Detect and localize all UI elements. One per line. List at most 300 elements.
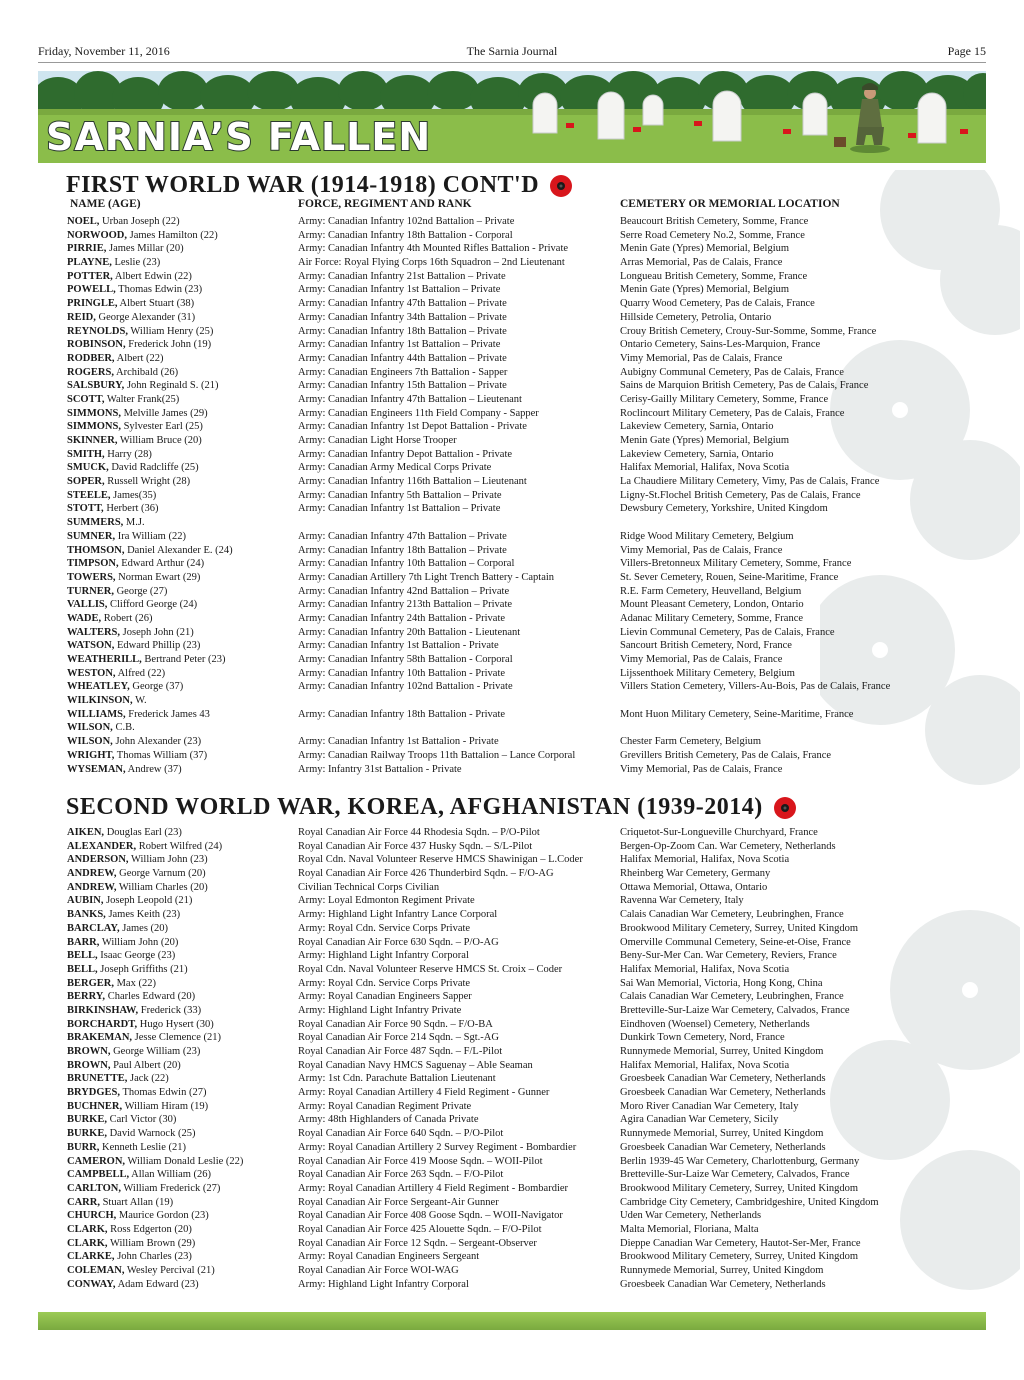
force-rank-cell: Royal Canadian Air Force 90 Sqdn. – F/O-BA	[298, 1018, 493, 1030]
given-name-age: Albert Stuart (38)	[117, 298, 195, 310]
surname: BERGER,	[67, 977, 114, 989]
surname: BIRKINSHAW,	[67, 1004, 139, 1016]
surname: BURR,	[67, 1141, 100, 1153]
given-name-age: Joseph John (21)	[120, 626, 194, 638]
roll-row	[0, 894, 1024, 908]
force-rank-cell: Army: Canadian Infantry 47th Battalion – Private	[298, 530, 507, 542]
roll-row	[0, 908, 1024, 922]
cemetery-cell: Lievin Communal Cemetery, Pas de Calais, France	[620, 626, 835, 638]
given-name-age: Clifford George (24)	[107, 599, 198, 611]
name-cell	[67, 1072, 169, 1086]
roll-row	[0, 352, 1024, 366]
given-name-age: Charles Edward (20)	[105, 991, 196, 1003]
cemetery-cell: Ravenna War Cemetery, Italy	[620, 895, 744, 907]
name-cell	[67, 242, 184, 256]
cemetery-cell: Bretteville-Sur-Laize War Cemetery, Calvados, France	[620, 1169, 850, 1181]
cemetery-cell: Brookwood Military Cemetery, Surrey, United Kingdom	[620, 922, 859, 934]
given-name-age: David Warnock (25)	[106, 1128, 196, 1140]
cemetery-cell: Runnymede Memorial, Surrey, United Kingdom	[620, 1128, 824, 1140]
footer-grass-bar	[38, 1312, 986, 1330]
surname: ALEXANDER,	[67, 840, 137, 852]
name-cell	[67, 1086, 206, 1100]
given-name-age: Jack (22)	[127, 1073, 169, 1085]
force-rank-cell: Army: Canadian Infantry 58th Battalion - Corporal	[298, 654, 513, 665]
cemetery-cell: Vimy Memorial, Pas de Calais, France	[620, 544, 783, 556]
name-cell	[67, 461, 199, 475]
roll-row	[0, 1182, 1024, 1196]
roll-row	[0, 1141, 1024, 1155]
cemetery-cell: Cerisy-Gailly Military Cemetery, Somme, France	[620, 393, 829, 405]
given-name-age: James Millar (20)	[106, 243, 184, 255]
cemetery-cell: Sancourt British Cemetery, Nord, France	[620, 640, 792, 652]
name-cell	[67, 653, 225, 667]
given-name-age: W.	[132, 695, 147, 707]
surname: SALSBURY,	[67, 380, 125, 392]
given-name-age: George (37)	[129, 681, 184, 693]
cemetery-cell: Bretteville-Sur-Laize War Cemetery, Calvados, France	[620, 1004, 850, 1016]
given-name-age: William John (20)	[99, 936, 179, 948]
name-cell	[67, 1141, 186, 1155]
roll-row	[0, 530, 1024, 544]
page-number: Page 15	[947, 44, 986, 58]
name-cell	[67, 721, 135, 735]
surname: STEELE,	[67, 489, 111, 501]
roll-row	[0, 489, 1024, 503]
name-cell	[67, 894, 192, 908]
force-rank-cell: Royal Canadian Air Force 640 Sqdn. – P/O-Pilot	[298, 1128, 504, 1140]
given-name-age: Joseph Leopold (21)	[103, 895, 193, 907]
roll-row	[0, 434, 1024, 448]
cemetery-cell: Runnymede Memorial, Surrey, United Kingdom	[620, 1046, 824, 1057]
surname: BORCHARDT,	[67, 1018, 138, 1030]
surname: BRYDGES,	[67, 1087, 121, 1099]
roll-row	[0, 1168, 1024, 1182]
name-cell	[67, 763, 182, 777]
name-cell	[67, 708, 210, 722]
force-rank-cell: Army: Canadian Infantry 1st Depot Battalion - Private	[298, 421, 527, 433]
cemetery-cell: Crouy British Cemetery, Crouy-Sur-Somme, Somme, France	[620, 325, 877, 337]
cemetery-cell: Menin Gate (Ypres) Memorial, Belgium	[620, 243, 790, 255]
cemetery-cell: Longueau British Cemetery, Somme, France	[620, 270, 808, 282]
roll-row	[0, 1278, 1024, 1292]
given-name-age: Edward Phillip (23)	[114, 640, 201, 652]
roll-row	[0, 1100, 1024, 1114]
cemetery-cell: Sai Wan Memorial, Victoria, Hong Kong, China	[620, 977, 823, 989]
ww1-section-title	[66, 172, 573, 199]
ww2-section-title	[66, 794, 797, 821]
force-rank-cell: Army: Canadian Infantry 21st Battalion – Private	[298, 270, 506, 282]
force-rank-cell: Army: Canadian Infantry 102nd Battalion – Private	[298, 216, 515, 227]
cemetery-cell: Dunkirk Town Cemetery, Nord, France	[620, 1032, 785, 1044]
given-name-age: Sylvester Earl (25)	[120, 421, 203, 433]
name-cell	[67, 1100, 208, 1114]
cemetery-cell: Ligny-St.Flochel British Cemetery, Pas de Calais, France	[620, 489, 861, 501]
surname: CARR,	[67, 1196, 100, 1208]
surname: TOWERS,	[67, 571, 116, 583]
name-cell	[67, 977, 156, 991]
cemetery-cell: Vimy Memorial, Pas de Calais, France	[620, 763, 783, 775]
surname: BROWN,	[67, 1046, 111, 1057]
ww1-roll-list	[0, 215, 1024, 776]
cemetery-cell: Ridge Wood Military Cemetery, Belgium	[620, 530, 794, 542]
name-cell	[67, 366, 178, 380]
surname: NORWOOD,	[67, 229, 128, 241]
given-name-age: William John (23)	[128, 854, 208, 866]
cemetery-cell: La Chaudiere Military Cemetery, Vimy, Pas de Calais, France	[620, 476, 880, 488]
given-name-age: Frederick John (19)	[125, 339, 212, 351]
name-cell	[67, 585, 167, 599]
surname: CLARK,	[67, 1237, 108, 1249]
name-cell	[67, 407, 208, 421]
name-cell	[67, 1168, 211, 1182]
cemetery-cell: Berlin 1939-45 War Cemetery, Charlottenburg, Germany	[620, 1155, 860, 1167]
cemetery-cell: Groesbeek Canadian War Cemetery, Netherlands	[620, 1278, 826, 1290]
roll-row	[0, 1045, 1024, 1059]
force-rank-cell: Royal Canadian Air Force 419 Moose Sqdn. – WOII-Pilot	[298, 1155, 543, 1167]
given-name-age: William Bruce (20)	[117, 435, 202, 446]
roll-row	[0, 1018, 1024, 1032]
surname: VALLIS,	[67, 599, 108, 611]
given-name-age: Max (22)	[113, 977, 156, 989]
force-rank-cell: Army: Canadian Infantry 18th Battalion - Private	[298, 708, 506, 720]
surname: CAMPBELL,	[67, 1169, 130, 1181]
surname: STOTT,	[67, 503, 104, 515]
roll-row	[0, 502, 1024, 516]
given-name-age: Allan William (26)	[129, 1169, 212, 1181]
cemetery-cell: Omerville Communal Cemetery, Seine-et-Oise, France	[620, 936, 851, 948]
column-header-force: FORCE, REGIMENT AND RANK	[298, 198, 472, 210]
roll-row	[0, 1209, 1024, 1223]
given-name-age: David Radcliffe (25)	[108, 462, 199, 474]
cemetery-cell: Adanac Military Cemetery, Somme, France	[620, 612, 804, 624]
name-cell	[67, 963, 188, 977]
surname: ANDERSON,	[67, 854, 129, 866]
roll-row	[0, 311, 1024, 325]
surname: BRAKEMAN,	[67, 1032, 133, 1044]
name-cell	[67, 853, 208, 867]
ww2-roll-list	[0, 826, 1024, 1291]
roll-row	[0, 963, 1024, 977]
roll-row	[0, 229, 1024, 243]
surname: WHEATLEY,	[67, 681, 130, 693]
cemetery-cell: Cambridge City Cemetery, Cambridgeshire, United Kingdom	[620, 1196, 879, 1208]
name-cell	[67, 448, 152, 462]
cemetery-cell: Moro River Canadian War Cemetery, Italy	[620, 1100, 799, 1112]
roll-row	[0, 475, 1024, 489]
roll-row	[0, 867, 1024, 881]
roll-row	[0, 1072, 1024, 1086]
surname: SUMMERS,	[67, 517, 124, 529]
surname: POWELL,	[67, 284, 116, 296]
force-rank-cell: Army: Royal Canadian Regiment Private	[298, 1100, 472, 1112]
ww1-title-text: FIRST WORLD WAR (1914-1918) CONT'D	[66, 172, 540, 198]
name-cell	[67, 1018, 214, 1032]
surname: WESTON,	[67, 667, 116, 679]
roll-row	[0, 283, 1024, 297]
surname: WADE,	[67, 612, 102, 624]
roll-row	[0, 379, 1024, 393]
name-cell	[67, 1031, 221, 1045]
given-name-age: William Donald Leslie (22)	[125, 1155, 244, 1167]
cemetery-cell: Agira Canadian War Cemetery, Sicily	[620, 1114, 779, 1126]
roll-row	[0, 516, 1024, 530]
force-rank-cell: Army: Canadian Infantry 34th Battalion – Private	[298, 311, 507, 323]
roll-row	[0, 977, 1024, 991]
roll-row	[0, 1264, 1024, 1278]
force-rank-cell: Royal Canadian Air Force 630 Sqdn. – P/O-AG	[298, 936, 499, 948]
roll-row	[0, 256, 1024, 270]
cemetery-cell: Groesbeek Canadian War Cemetery, Netherlands	[620, 1087, 826, 1099]
force-rank-cell: Army: Canadian Infantry 213th Battalion – Private	[298, 599, 513, 611]
roll-row	[0, 338, 1024, 352]
force-rank-cell: Army: Canadian Infantry 47th Battalion – Lieutenant	[298, 393, 522, 405]
surname: WYSEMAN,	[67, 763, 126, 775]
given-name-age: William Charles (20)	[116, 881, 208, 893]
surname: BURKE,	[67, 1114, 107, 1126]
cemetery-cell: Dieppe Canadian War Cemetery, Hautot-Ser-Mer, France	[620, 1237, 861, 1249]
given-name-age: Albert (22)	[114, 352, 164, 364]
force-rank-cell: Army: Loyal Edmonton Regiment Private	[298, 895, 475, 907]
name-cell	[67, 379, 219, 393]
cemetery-cell: Ontario Cemetery, Sains-Les-Marquion, France	[620, 339, 821, 351]
given-name-age: Thomas William (37)	[114, 749, 208, 761]
force-rank-cell: Royal Canadian Air Force 487 Sqdn. – F/L-Pilot	[298, 1046, 503, 1057]
given-name-age: Joseph Griffiths (21)	[97, 963, 188, 975]
cemetery-cell: Chester Farm Cemetery, Belgium	[620, 736, 762, 748]
cemetery-cell: Brookwood Military Cemetery, Surrey, United Kingdom	[620, 1251, 859, 1263]
name-cell	[67, 1182, 220, 1196]
given-name-age: Wesley Percival (21)	[124, 1265, 215, 1276]
cemetery-cell: Beaucourt British Cemetery, Somme, France	[620, 216, 809, 227]
surname: WRIGHT,	[67, 749, 115, 761]
surname: AUBIN,	[67, 895, 104, 907]
surname: POTTER,	[67, 270, 113, 282]
name-cell	[67, 256, 160, 270]
force-rank-cell: Royal Canadian Air Force 12 Sqdn. – Sergeant-Observer	[298, 1237, 537, 1249]
name-cell	[67, 544, 233, 558]
force-rank-cell: Army: Canadian Infantry 10th Battalion – Corporal	[298, 558, 515, 570]
roll-row	[0, 853, 1024, 867]
surname: SIMMONS,	[67, 421, 121, 433]
cemetery-cell: R.E. Farm Cemetery, Heuvelland, Belgium	[620, 585, 802, 597]
force-rank-cell: Royal Canadian Air Force 263 Sqdn. – F/O-Pilot	[298, 1169, 504, 1181]
cemetery-cell: Groesbeek Canadian War Cemetery, Netherlands	[620, 1073, 826, 1085]
cemetery-cell: St. Sever Cemetery, Rouen, Seine-Maritime, France	[620, 571, 839, 583]
given-name-age: Carl Victor (30)	[106, 1114, 177, 1126]
name-cell	[67, 1264, 215, 1278]
name-cell	[67, 283, 202, 297]
force-rank-cell: Army: Canadian Engineers 7th Battalion - Sapper	[298, 366, 508, 378]
surname: TIMPSON,	[67, 558, 119, 570]
given-name-age: William Hiram (19)	[122, 1100, 209, 1112]
given-name-age: Leslie (23)	[111, 257, 161, 269]
cemetery-cell: Arras Memorial, Pas de Calais, France	[620, 257, 783, 269]
given-name-age: Harry (28)	[104, 448, 152, 460]
surname: AIKEN,	[67, 827, 105, 838]
cemetery-cell: Villers-Bretonneux Military Cemetery, Somme, France	[620, 558, 852, 570]
given-name-age: Thomas Edwin (27)	[120, 1087, 207, 1099]
given-name-age: Thomas Edwin (23)	[115, 284, 203, 296]
cemetery-cell: Rheinberg War Cemetery, Germany	[620, 868, 771, 880]
force-rank-cell: Army: Canadian Infantry 1st Battalion – Private	[298, 284, 501, 296]
roll-row	[0, 393, 1024, 407]
cemetery-cell: Ottawa Memorial, Ottawa, Ontario	[620, 881, 768, 893]
name-cell	[67, 826, 182, 840]
cemetery-cell: Aubigny Communal Cemetery, Pas de Calais, France	[620, 366, 844, 378]
given-name-age: Robert (26)	[101, 612, 153, 624]
force-rank-cell: Army: Canadian Infantry 24th Battalion - Private	[298, 612, 506, 624]
given-name-age: Robert Wilfred (24)	[136, 840, 223, 852]
cemetery-cell: Calais Canadian War Cemetery, Leubringhen, France	[620, 991, 844, 1003]
name-cell	[67, 626, 194, 640]
poppy-icon	[773, 796, 797, 820]
surname: CLARK,	[67, 1223, 108, 1235]
given-name-age: George William (23)	[110, 1046, 201, 1057]
force-rank-cell: Royal Canadian Air Force 426 Thunderbird Sqdn. – F/O-AG	[298, 868, 554, 880]
force-rank-cell: Royal Canadian Air Force WOI-WAG	[298, 1265, 459, 1276]
given-name-age: Herbert (36)	[103, 503, 159, 515]
force-rank-cell: Army: Canadian Infantry 5th Battalion – Private	[298, 489, 502, 501]
cemetery-cell: Criquetot-Sur-Longueville Churchyard, France	[620, 827, 818, 838]
cemetery-cell: Brookwood Military Cemetery, Surrey, United Kingdom	[620, 1182, 859, 1194]
roll-row	[0, 667, 1024, 681]
cemetery-cell: Halifax Memorial, Halifax, Nova Scotia	[620, 854, 790, 866]
surname: WILLIAMS,	[67, 708, 126, 720]
surname: SMUCK,	[67, 462, 109, 474]
roll-row	[0, 1004, 1024, 1018]
force-rank-cell: Army: Canadian Engineers 11th Field Company - Sapper	[298, 407, 539, 419]
given-name-age: Daniel Alexander E. (24)	[124, 544, 233, 556]
surname: BRUNETTE,	[67, 1073, 128, 1085]
column-header-cemetery: CEMETERY OR MEMORIAL LOCATION	[620, 198, 840, 210]
roll-row	[0, 420, 1024, 434]
given-name-age: Archibald (26)	[113, 366, 179, 378]
surname: COLEMAN,	[67, 1265, 125, 1276]
roll-row	[0, 215, 1024, 229]
roll-row	[0, 325, 1024, 339]
force-rank-cell: Army: Canadian Infantry 18th Battalion - Corporal	[298, 229, 513, 241]
given-name-age: Paul Albert (20)	[110, 1059, 181, 1071]
surname: BARR,	[67, 936, 100, 948]
roll-row	[0, 270, 1024, 284]
force-rank-cell: Royal Canadian Air Force 214 Sqdn. – Sgt.-AG	[298, 1032, 499, 1044]
force-rank-cell: Army: Canadian Infantry 18th Battalion – Private	[298, 544, 507, 556]
name-cell	[67, 667, 165, 681]
force-rank-cell: Army: Royal Canadian Artillery 2 Survey Regiment - Bombardier	[298, 1141, 577, 1153]
surname: CARLTON,	[67, 1182, 121, 1194]
cemetery-cell: Vimy Memorial, Pas de Calais, France	[620, 352, 783, 364]
roll-row	[0, 922, 1024, 936]
given-name-age: George Varnum (20)	[116, 868, 206, 880]
name-cell	[67, 297, 194, 311]
roll-row	[0, 585, 1024, 599]
cemetery-cell: Menin Gate (Ypres) Memorial, Belgium	[620, 284, 790, 296]
roll-row	[0, 1127, 1024, 1141]
surname: SIMMONS,	[67, 407, 121, 419]
surname: RODBER,	[67, 352, 115, 364]
issue-date: Friday, November 11, 2016	[38, 44, 170, 58]
name-cell	[67, 229, 218, 243]
given-name-age: William Henry (25)	[127, 325, 214, 337]
given-name-age: John Charles (23)	[114, 1251, 192, 1263]
force-rank-cell: Army: 48th Highlanders of Canada Private	[298, 1114, 479, 1126]
force-rank-cell: Army: Canadian Infantry 47th Battalion – Private	[298, 298, 507, 310]
surname: BELL,	[67, 963, 98, 975]
force-rank-cell: Army: Canadian Infantry 1st Battalion - Private	[298, 640, 499, 652]
force-rank-cell: Army: Royal Canadian Artillery 4 Field Regiment - Gunner	[298, 1087, 550, 1099]
given-name-age: M.J.	[123, 517, 145, 529]
force-rank-cell: Army: Canadian Infantry 44th Battalion – Private	[298, 352, 507, 364]
force-rank-cell: Army: Highland Light Infantry Corporal	[298, 950, 469, 962]
roll-row	[0, 1250, 1024, 1264]
force-rank-cell: Army: Infantry 31st Battalion - Private	[298, 763, 462, 775]
cemetery-cell: Halifax Memorial, Halifax, Nova Scotia	[620, 963, 790, 975]
given-name-age: Stuart Allan (19)	[99, 1196, 174, 1208]
given-name-age: Isaac George (23)	[97, 950, 176, 962]
given-name-age: George Alexander (31)	[95, 311, 196, 323]
name-cell	[67, 338, 211, 352]
force-rank-cell: Army: Highland Light Infantry Lance Corporal	[298, 909, 498, 921]
cemetery-cell: Eindhoven (Woensel) Cemetery, Netherlands	[620, 1018, 810, 1030]
cemetery-cell: Dewsbury Cemetery, Yorkshire, United Kingdom	[620, 503, 828, 515]
given-name-age: Adam Edward (23)	[115, 1278, 199, 1290]
roll-row	[0, 1113, 1024, 1127]
force-rank-cell: Army: Royal Cdn. Service Corps Private	[298, 977, 471, 989]
name-cell	[67, 530, 186, 544]
given-name-age: Melville James (29)	[120, 407, 208, 419]
cemetery-cell: Halifax Memorial, Halifax, Nova Scotia	[620, 462, 790, 474]
surname: CLARKE,	[67, 1251, 115, 1263]
cemetery-cell: Uden War Cemetery, Netherlands	[620, 1210, 762, 1222]
given-name-age: Ross Edgerton (20)	[107, 1223, 192, 1235]
given-name-age: C.B.	[112, 722, 135, 734]
name-cell	[67, 680, 183, 694]
surname: PIRRIE,	[67, 243, 107, 255]
given-name-age: James Hamilton (22)	[127, 229, 218, 241]
roll-row	[0, 1059, 1024, 1073]
surname: CHURCH,	[67, 1210, 117, 1222]
cemetery-cell: Groesbeek Canadian War Cemetery, Netherlands	[620, 1141, 826, 1153]
cemetery-cell: Beny-Sur-Mer Can. War Cemetery, Reviers, France	[620, 950, 837, 962]
given-name-age: George (27)	[113, 585, 168, 597]
surname: SMITH,	[67, 448, 105, 460]
force-rank-cell: Army: Canadian Infantry 1st Battalion - Private	[298, 736, 499, 748]
name-cell	[67, 936, 178, 950]
force-rank-cell: Army: Canadian Light Horse Trooper	[298, 435, 457, 446]
roll-row	[0, 242, 1024, 256]
force-rank-cell: Army: Royal Canadian Engineers Sergeant	[298, 1251, 480, 1263]
header-rule	[38, 62, 986, 63]
surname: SUMNER,	[67, 530, 116, 542]
force-rank-cell: Army: Canadian Infantry 1st Battalion – Private	[298, 503, 501, 515]
given-name-age: William Brown (29)	[107, 1237, 196, 1249]
name-cell	[67, 735, 201, 749]
surname: BELL,	[67, 950, 98, 962]
roll-row	[0, 1237, 1024, 1251]
cemetery-cell: Villers Station Cemetery, Villers-Au-Bois, Pas de Calais, France	[620, 681, 891, 693]
roll-row	[0, 407, 1024, 421]
cemetery-cell: Malta Memorial, Floriana, Malta	[620, 1223, 759, 1235]
force-rank-cell: Army: Royal Canadian Engineers Sapper	[298, 991, 472, 1003]
given-name-age: Edward Arthur (24)	[118, 558, 205, 570]
name-cell	[67, 694, 147, 708]
given-name-age: Douglas Earl (23)	[104, 827, 182, 838]
roll-row	[0, 680, 1024, 694]
surname: SOPER,	[67, 476, 105, 488]
given-name-age: Andrew (37)	[125, 763, 182, 775]
surname: ROBINSON,	[67, 339, 126, 351]
roll-row	[0, 297, 1024, 311]
